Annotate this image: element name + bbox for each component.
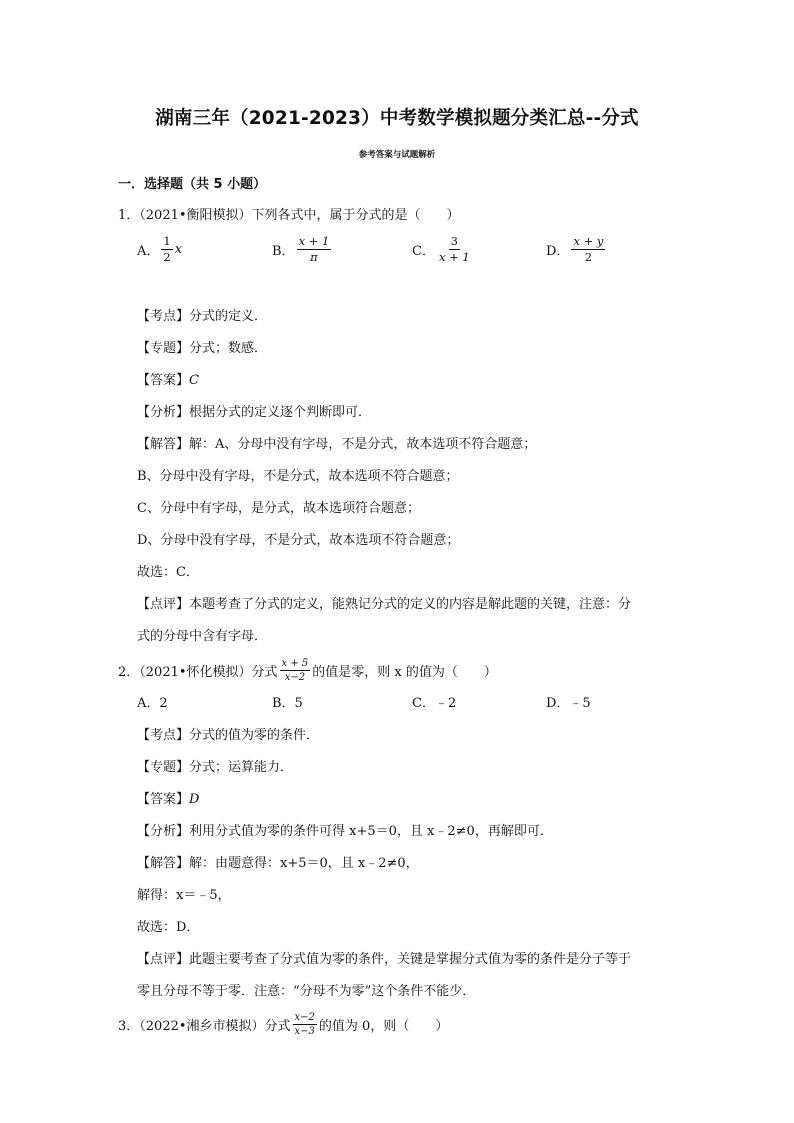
q1-solution-line-3: C、分母中有字母，是分式，故本选项符合题意； [137, 501, 420, 516]
q1-comment-line-2: 式的分母中含有字母． [137, 629, 268, 644]
q1-option-b: B． $\frac{x + 1}{\pi}$ [272, 234, 330, 264]
q1-option-b-fraction: $\frac{x + 1}{\pi}$ [298, 234, 330, 264]
q1-solution-line-4: D、分母中没有字母，不是分式，故本选项不符合题意； [137, 533, 460, 548]
q3-stem-fraction: $\frac{x-2}{x-3}$ [294, 1012, 315, 1037]
q1-solution-line-5: 故选：C． [137, 565, 199, 580]
q1-option-a: A． $\frac{1}{2}$ x [137, 234, 183, 264]
q1-comment-line-1: 【点评】本题考查了分式的定义，能熟记分式的定义的内容是解此题的关键，注意：分 [137, 597, 632, 612]
q2-option-a: A．2 [137, 696, 168, 711]
q1-stem: 1．（2021•衡阳模拟）下列各式中，属于分式的是（ ） [118, 208, 460, 223]
q2-option-c: C．﹣2 [412, 696, 457, 711]
q2-solution-line-1: 【解答】解：由题意得：x+5＝0，且 x﹣2≠0， [137, 856, 419, 871]
q1-option-c: C． $\frac{3}{x + 1}$ [412, 234, 470, 264]
q2-solution-line-2: 解得：x＝﹣5， [137, 888, 231, 903]
q3-stem: 3．（2022•湘乡市模拟）分式 $\frac{x-2}{x-3}$ 的值为 0，则（ ） [118, 1012, 449, 1037]
section-heading: 一．选择题（共 5 小题） [118, 177, 267, 192]
q2-kaodian: 【考点】分式的值为零的条件． [137, 728, 320, 743]
q1-option-d-fraction: $\frac{x + y}{2}$ [573, 234, 604, 264]
q1-option-a-fraction: $\frac{1}{2}$ [163, 234, 171, 264]
q1-answer: 【答案】C [137, 373, 199, 388]
q2-stem: 2．（2021•怀化模拟）分式 $\frac{x + 5}{x-2}$ 的值是零，则 x 的值为（ ） [118, 658, 497, 683]
q1-option-d: D． $\frac{x + y}{2}$ [546, 234, 604, 264]
q2-solution-line-3: 故选：D． [137, 920, 200, 935]
q2-option-d: D．﹣5 [546, 696, 591, 711]
q2-zhuanti: 【专题】分式；运算能力． [137, 760, 294, 775]
q2-comment-line-2: 零且分母不等于零．注意：“分母不为零”这个条件不能少． [137, 984, 476, 999]
page-title: 湖南三年（2021-2023）中考数学模拟题分类汇总--分式 [155, 108, 639, 129]
q1-analysis: 【分析】根据分式的定义逐个判断即可． [137, 405, 372, 420]
q2-option-b: B．5 [272, 696, 303, 711]
q1-zhuanti: 【专题】分式；数感． [137, 341, 268, 356]
q2-answer: 【答案】D [137, 792, 200, 807]
q2-comment-line-1: 【点评】此题主要考查了分式值为零的条件，关键是掌握分式值为零的条件是分子等于 [137, 952, 632, 967]
page-subtitle: 参考答案与试题解析 [358, 150, 436, 160]
q1-solution-line-2: B、分母中没有字母，不是分式，故本选项不符合题意； [137, 469, 459, 484]
q2-stem-fraction: $\frac{x + 5}{x-2}$ [281, 658, 309, 683]
q1-solution-line-1: 【解答】解：A、分母中没有字母，不是分式，故本选项不符合题意； [137, 437, 537, 452]
q1-kaodian: 【考点】分式的定义． [137, 309, 268, 324]
q1-option-c-fraction: $\frac{3}{x + 1}$ [438, 234, 470, 264]
q2-analysis: 【分析】利用分式值为零的条件可得 x+5＝0，且 x﹣2≠0，再解即可． [137, 824, 553, 839]
